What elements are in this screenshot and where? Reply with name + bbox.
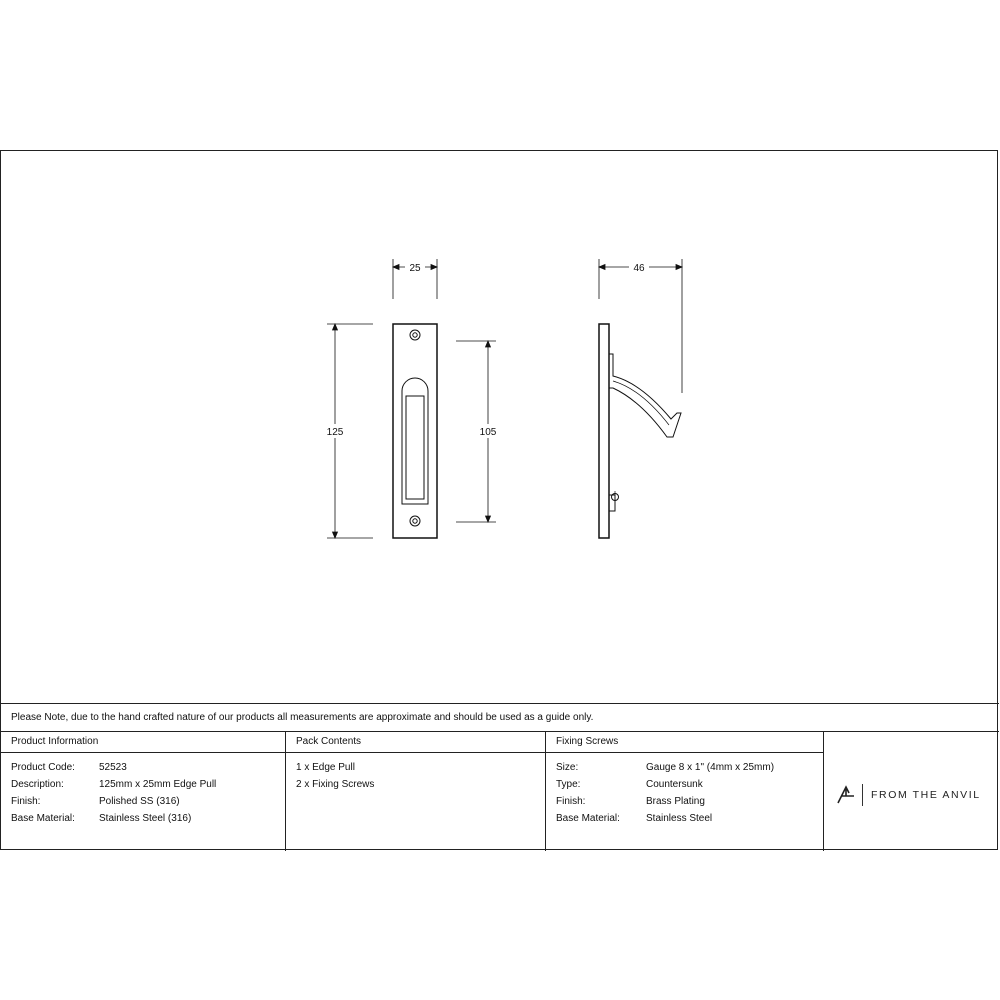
brand-logo [836, 784, 981, 806]
row-key: Type: [556, 779, 581, 790]
product-info-row [1, 759, 285, 776]
depth-dim-label: 46 [633, 263, 645, 274]
front-view [327, 259, 496, 538]
width-dim-label: 25 [409, 263, 421, 274]
row-value: 125mm x 25mm Edge Pull [99, 779, 217, 790]
fixing-screws-table [546, 731, 824, 851]
row-key: Base Material: [556, 813, 620, 824]
pack-item-text: 2 x Fixing Screws [296, 779, 375, 790]
product-information-heading: Product Information [1, 732, 285, 753]
info-block [1, 703, 999, 851]
measurement-note: Please Note, due to the hand crafted nature of our products all measurements are approximate and should be used as a guide only. [1, 703, 999, 731]
product-info-row [1, 793, 285, 810]
fixing-screws-row [546, 759, 823, 776]
brand-divider [862, 784, 863, 806]
pack-contents-table [286, 731, 546, 851]
row-key: Finish: [11, 796, 41, 807]
pack-contents-heading: Pack Contents [286, 732, 545, 753]
row-key: Size: [556, 762, 579, 773]
pack-item [286, 759, 545, 776]
row-value: Stainless Steel (316) [99, 813, 192, 824]
product-information-table [1, 731, 286, 851]
brand-name: FROM THE ANVIL [871, 789, 981, 801]
row-value: Brass Plating [646, 796, 705, 807]
depth-dimension [599, 259, 682, 393]
backplate-outline [393, 324, 437, 538]
side-view [599, 259, 682, 538]
latch-screw [609, 491, 619, 511]
row-value: Polished SS (316) [99, 796, 180, 807]
pack-item-text: 1 x Edge Pull [296, 762, 355, 773]
fixing-screws-row [546, 776, 823, 793]
product-info-row [1, 776, 285, 793]
fixing-screws-row [546, 793, 823, 810]
inner-height-dim-label: 105 [479, 427, 497, 438]
row-key: Description: [11, 779, 64, 790]
row-value: Countersunk [646, 779, 703, 790]
technical-drawing [1, 151, 999, 703]
row-value: 52523 [99, 762, 127, 773]
row-key: Base Material: [11, 813, 75, 824]
fixing-screws-row [546, 810, 823, 827]
pull-hook [609, 354, 681, 437]
row-value: Gauge 8 x 1" (4mm x 25mm) [646, 762, 775, 773]
anvil-a-logo-icon [836, 785, 856, 805]
fixing-screws-heading: Fixing Screws [546, 732, 823, 753]
pack-item [286, 776, 545, 793]
brand-cell [824, 731, 999, 851]
pull-hook-inner [613, 381, 669, 425]
side-plate [599, 324, 609, 538]
row-key: Product Code: [11, 762, 75, 773]
row-key: Finish: [556, 796, 586, 807]
top-screw-hole [410, 330, 420, 340]
height-dim-label: 125 [326, 427, 344, 438]
bottom-screw-hole [410, 516, 420, 526]
product-info-row [1, 810, 285, 827]
row-value: Stainless Steel [646, 813, 713, 824]
pull-inner [406, 396, 424, 499]
drawing-sheet [0, 150, 998, 850]
